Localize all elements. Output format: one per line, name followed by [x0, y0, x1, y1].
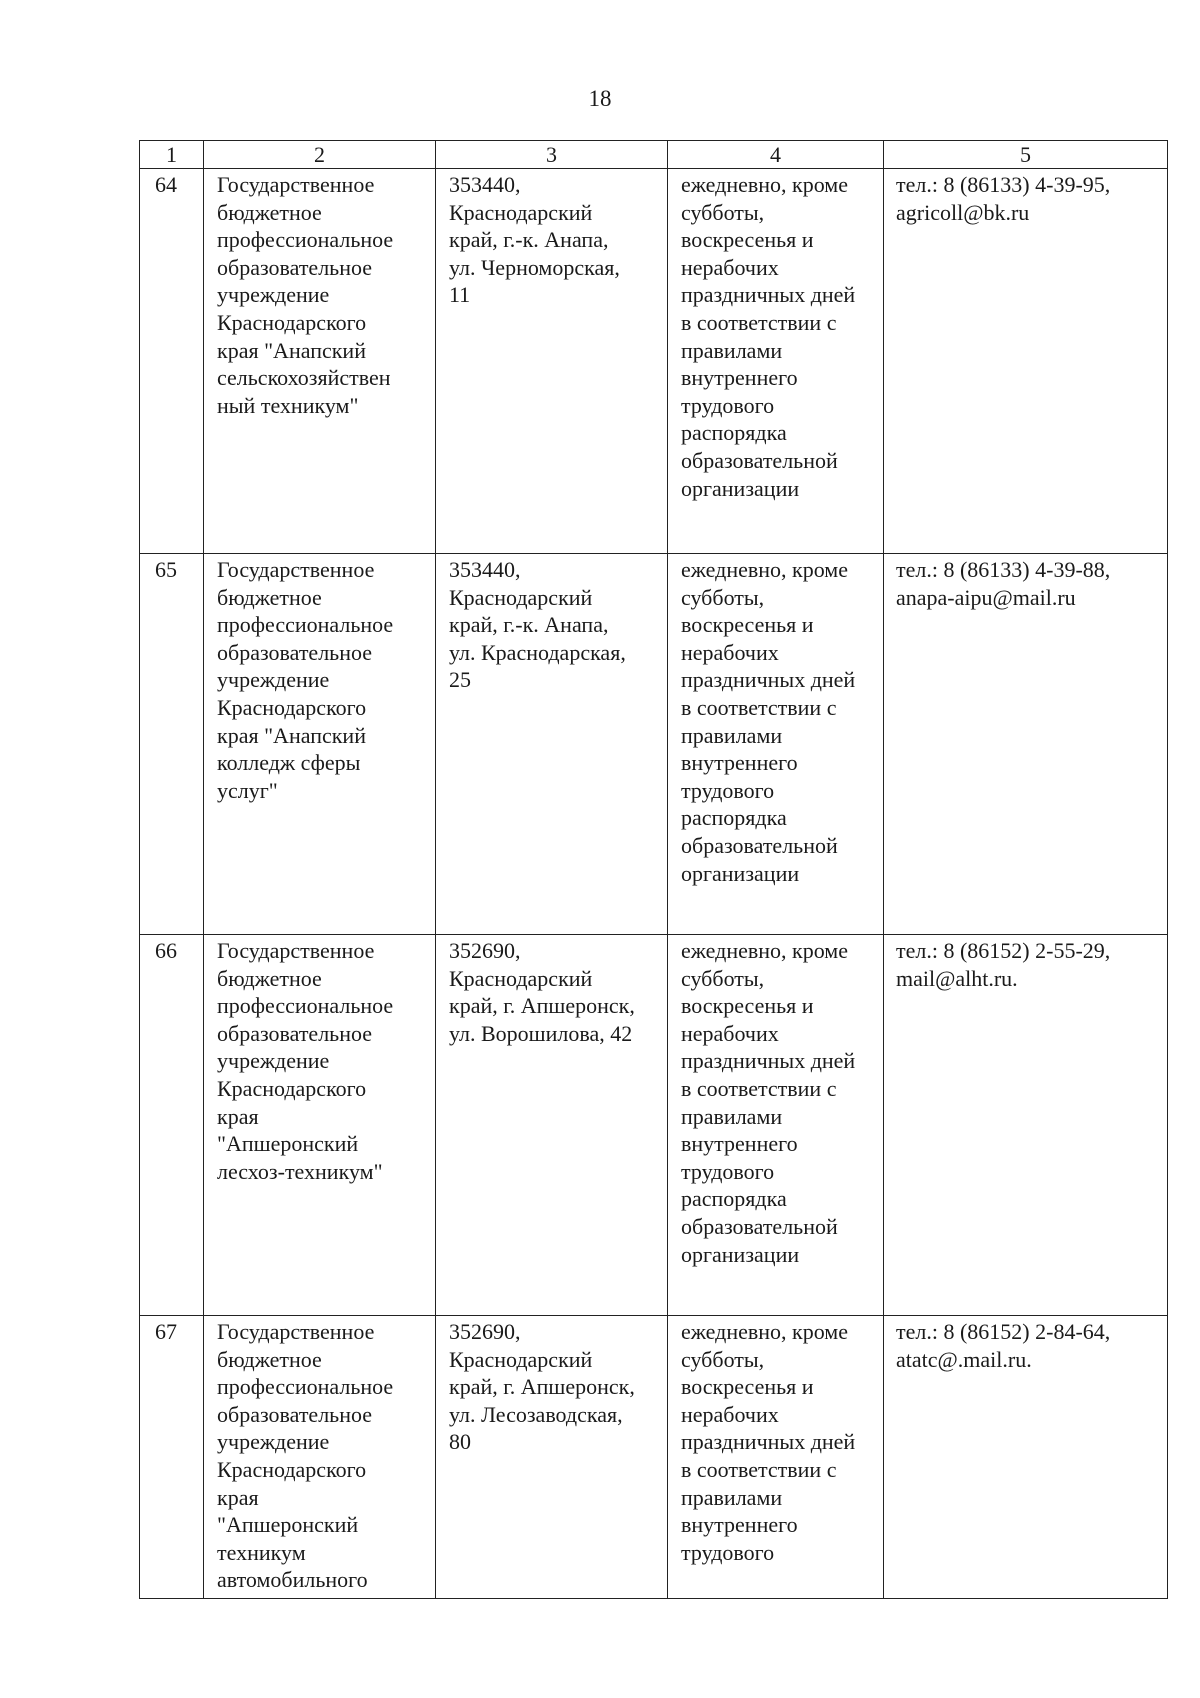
- header-col-5: 5: [884, 141, 1168, 169]
- institution-schedule: [668, 169, 884, 554]
- table-row: [140, 169, 1168, 554]
- institution-name: [204, 935, 436, 1316]
- institution-contacts-text: тел.: 8 (86133) 4-39-88, anapa-aipu@mail.ru: [896, 557, 1111, 610]
- institution-contacts: [884, 935, 1168, 1316]
- row-number: 64: [140, 169, 204, 554]
- institution-schedule: [668, 935, 884, 1316]
- row-number: 66: [140, 935, 204, 1316]
- institution-name: [204, 169, 436, 554]
- header-col-4: 4: [668, 141, 884, 169]
- institution-contacts-text: тел.: 8 (86133) 4-39-95, agricoll@bk.ru: [896, 172, 1111, 225]
- institution-contacts: [884, 554, 1168, 935]
- table-row: [140, 1316, 1168, 1599]
- header-col-1: 1: [140, 141, 204, 169]
- institution-name: [204, 1316, 436, 1599]
- institution-name-text: Государственное бюджетное профессиональное образовательное учреждение Краснодарского края "Апшеронский лесхоз-техникум": [217, 938, 394, 1184]
- institution-address: [436, 169, 668, 554]
- header-col-3: 3: [436, 141, 668, 169]
- institution-address: [436, 935, 668, 1316]
- institution-contacts: [884, 169, 1168, 554]
- institution-contacts: [884, 1316, 1168, 1599]
- institution-address: [436, 1316, 668, 1599]
- header-row: [140, 141, 1168, 169]
- institution-schedule-text: ежедневно, кроме субботы, воскресенья и нерабочих праздничных дней в соответствии с правилами внутреннего трудового распорядка образовательной организации: [681, 557, 856, 886]
- institution-name-text: Государственное бюджетное профессиональное образовательное учреждение Краснодарского края "Апшеронский техникум автомобильного: [217, 1319, 394, 1593]
- institution-address-text: 352690, Краснодарский край, г. Апшеронск, ул. Ворошилова, 42: [449, 938, 635, 1046]
- row-number: 67: [140, 1316, 204, 1599]
- institution-name: [204, 554, 436, 935]
- page-number: 18: [588, 86, 612, 111]
- institution-address-text: 353440, Краснодарский край, г.-к. Анапа, ул. Краснодарская, 25: [449, 557, 626, 693]
- table-row: [140, 935, 1168, 1316]
- table-body: [140, 169, 1168, 1599]
- institution-address-text: 353440, Краснодарский край, г.-к. Анапа, ул. Черноморская, 11: [449, 172, 620, 308]
- institution-name-text: Государственное бюджетное профессиональное образовательное учреждение Краснодарского края "Анапский колледж сферы услуг": [217, 557, 394, 803]
- institution-contacts-text: тел.: 8 (86152) 2-84-64, atatc@.mail.ru.: [896, 1319, 1111, 1372]
- institution-schedule-text: ежедневно, кроме субботы, воскресенья и нерабочих праздничных дней в соответствии с правилами внутреннего трудового: [681, 1319, 856, 1565]
- institution-schedule: [668, 1316, 884, 1599]
- institution-name-text: Государственное бюджетное профессиональное образовательное учреждение Краснодарского края "Анапский сельскохозяйствен ный техникум": [217, 172, 394, 418]
- table-header: [140, 141, 1168, 169]
- institution-address: [436, 554, 668, 935]
- institution-schedule-text: ежедневно, кроме субботы, воскресенья и нерабочих праздничных дней в соответствии с правилами внутреннего трудового распорядка образовательной организации: [681, 938, 856, 1267]
- table-row: [140, 554, 1168, 935]
- header-col-2: 2: [204, 141, 436, 169]
- institution-address-text: 352690, Краснодарский край, г. Апшеронск, ул. Лесозаводская, 80: [449, 1319, 635, 1455]
- row-number: 65: [140, 554, 204, 935]
- institution-schedule-text: ежедневно, кроме субботы, воскресенья и нерабочих праздничных дней в соответствии с правилами внутреннего трудового распорядка образовательной организации: [681, 172, 856, 501]
- institution-contacts-text: тел.: 8 (86152) 2-55-29, mail@alht.ru.: [896, 938, 1111, 991]
- institution-schedule: [668, 554, 884, 935]
- institutions-table: [139, 140, 1168, 1599]
